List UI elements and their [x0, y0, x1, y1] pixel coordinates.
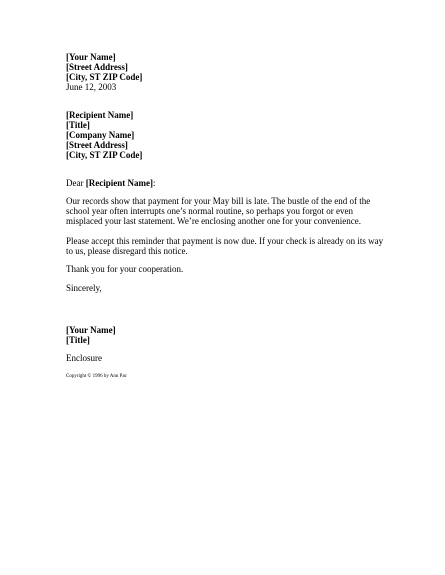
- salutation: [66, 178, 386, 188]
- body-paragraph-1: [66, 196, 386, 226]
- signature-block: [66, 325, 386, 345]
- recipient-name: [Recipient Name]: [66, 110, 134, 120]
- body-paragraph-2: [66, 236, 386, 256]
- paragraph-line: misplaced your last statement. We’re enclosing another one for your convenience.: [66, 216, 362, 226]
- enclosure-note: Enclosure: [66, 353, 102, 363]
- signature-name: [Your Name]: [66, 325, 116, 335]
- paragraph-line: school year often interrupts one’s normal routine, so perhaps you forgot or even: [66, 206, 354, 216]
- paragraph-line: Thank you for your cooperation.: [66, 264, 184, 274]
- salutation-name: [Recipient Name]: [85, 178, 153, 188]
- body-paragraph-3: [66, 264, 386, 274]
- paragraph-line: to us, please disregard this notice.: [66, 246, 188, 256]
- copyright-notice: Copyright © 1996 by Ann Pac: [66, 374, 127, 379]
- closing-text: Sincerely,: [66, 283, 102, 293]
- recipient-block: [66, 110, 386, 160]
- sender-name: [Your Name]: [66, 52, 116, 62]
- salutation-suffix: :: [152, 178, 156, 188]
- paragraph-line: Our records show that payment for your May bill is late. The bustle of the end of the: [66, 196, 371, 206]
- recipient-city: [City, ST ZIP Code]: [66, 150, 143, 160]
- signature-title: [Title]: [66, 335, 90, 345]
- recipient-street: [Street Address]: [66, 140, 128, 150]
- recipient-company: [Company Name]: [66, 130, 135, 140]
- salutation-prefix: Dear: [66, 178, 86, 188]
- letter-date: June 12, 2003: [66, 82, 117, 92]
- sender-street: [Street Address]: [66, 62, 128, 72]
- sender-block: [66, 52, 386, 82]
- recipient-title: [Title]: [66, 120, 90, 130]
- sender-city: [City, ST ZIP Code]: [66, 72, 143, 82]
- paragraph-line: Please accept this reminder that payment is now due. If your check is already on its way: [66, 236, 384, 246]
